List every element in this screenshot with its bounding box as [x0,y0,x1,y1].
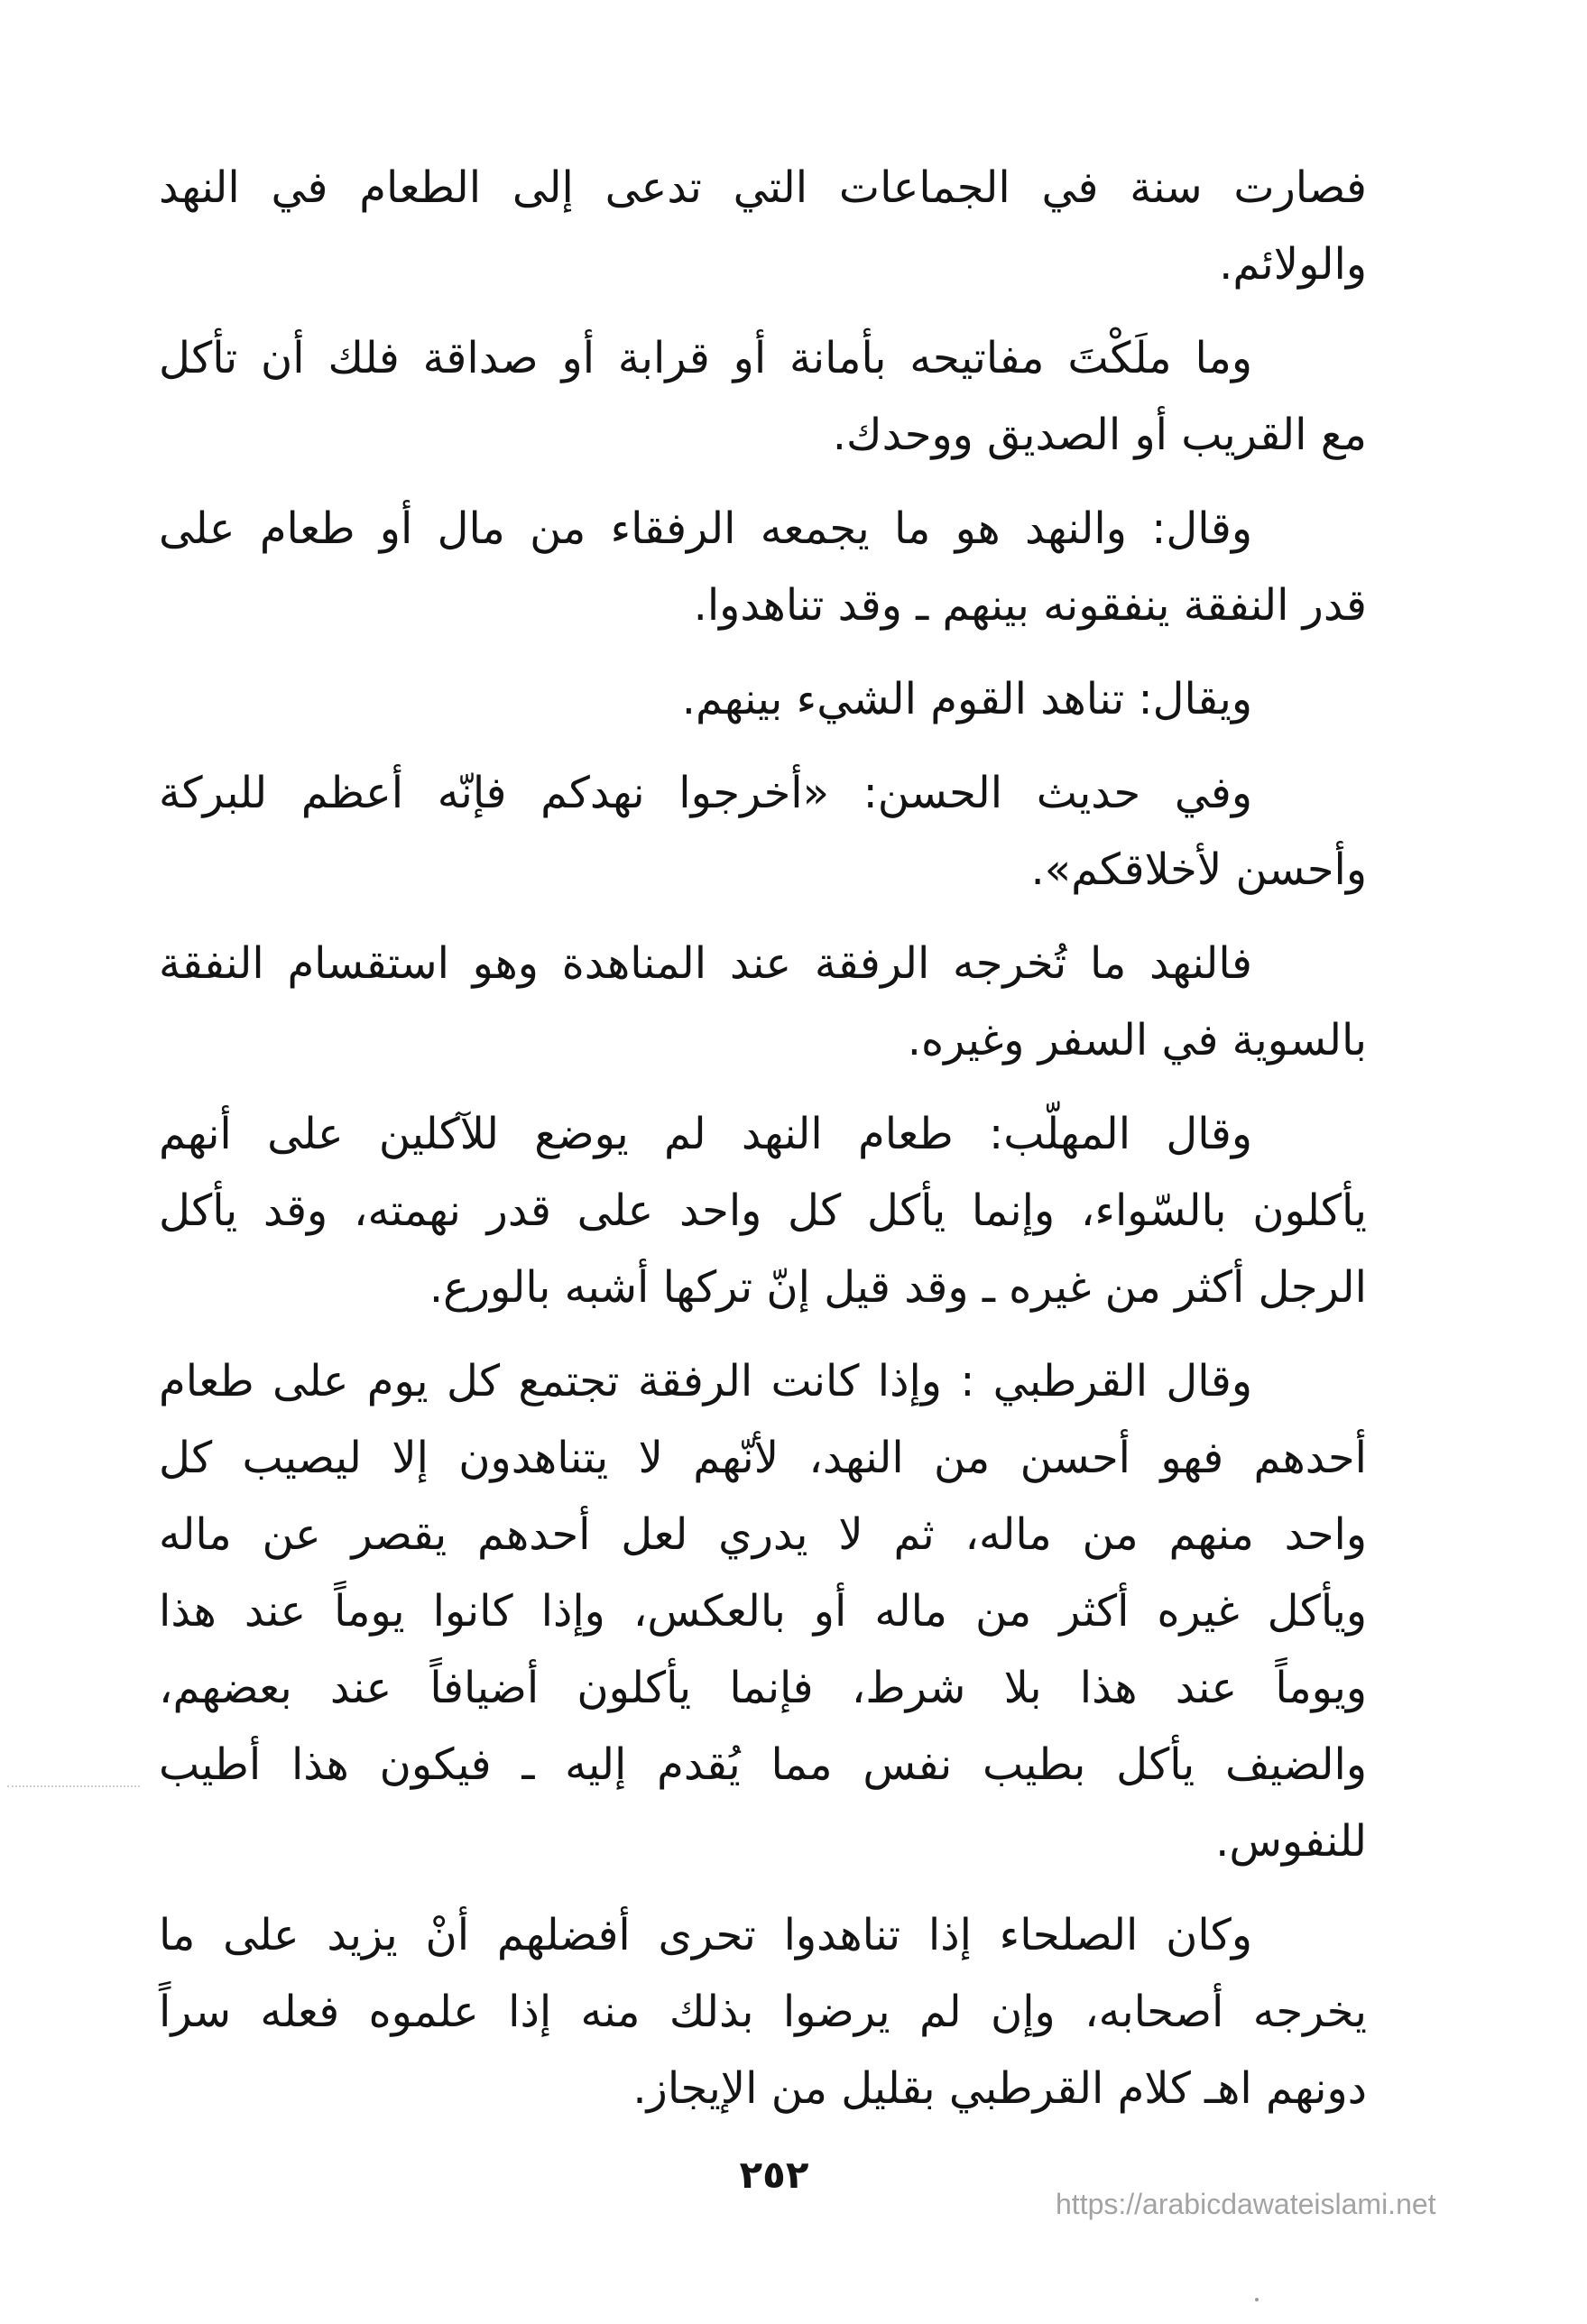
text-line-content: وكان الصلحاء إذا تناهدوا تحرى أفضلهم أنْ يزيد على ما [159,1910,1252,1960]
text-line-content: للنفوس. [1215,1816,1367,1867]
text-line [159,1727,1367,1803]
text-line-content: بالسوية في السفر وغيره. [907,1015,1367,1065]
text-line [159,1497,1367,1573]
scan-artifact-dot [1255,2298,1259,2301]
text-line [159,1173,1367,1250]
text-line [159,491,1367,567]
text-line-content: دونهم اهـ كلام القرطبي بقليل من الإيجاز. [632,2063,1367,2114]
text-line [159,1002,1367,1079]
text-line [159,1650,1367,1727]
text-line-content: وما ملَكْتَ مفاتيحه بأمانة أو قرابة أو صداقة فلك أن تأكل [159,333,1252,383]
text-line [159,832,1367,908]
paragraph [159,1343,1367,1880]
text-line [159,150,1367,226]
text-line-content: الرجل أكثر من غيره ـ وقد قيل إنّ تركها أشبه بالورع. [429,1262,1367,1313]
text-line [159,1974,1367,2051]
text-line [159,1897,1367,1974]
text-line-content: ويقال: تناهد القوم الشيء بينهم. [681,674,1252,724]
text-line [159,926,1367,1002]
text-line [159,755,1367,832]
text-line [159,1343,1367,1420]
paragraph [159,491,1367,644]
text-line [159,2051,1367,2127]
text-line [159,567,1367,644]
text-line-content: يخرجه أصحابه، وإن لم يرضوا بذلك منه إذا علموه فعله سراً [159,1987,1367,2037]
text-line [159,320,1367,397]
text-line [159,661,1367,738]
paragraph [159,1897,1367,2127]
text-line-content: وقال: والنهد هو ما يجمعه الرفقاء من مال أو طعام على [159,503,1252,554]
text-line-content: مع القريب أو الصديق ووحدك. [832,410,1367,460]
paragraph [159,755,1367,908]
text-line-content: يأكلون بالسّواء، وإنما يأكل كل واحد على قدر نهمته، وقد يأكل [159,1185,1367,1236]
paragraph [159,320,1367,474]
text-line-content: فصارت سنة في الجماعات التي تدعى إلى الطعام في النهد [159,162,1367,213]
text-line [159,1096,1367,1173]
body-text [159,150,1367,2127]
text-line-content: وفي حديث الحسن: «أخرجوا نهدكم فإنّه أعظم للبركة [159,768,1252,818]
text-line-content: أحدهم فهو أحسن من النهد، لأنّهم لا يتناهدون إلا ليصيب كل [159,1433,1367,1483]
text-line [159,1573,1367,1650]
text-line-content: قدر النفقة ينفقونه بينهم ـ وقد تناهدوا. [693,580,1367,631]
paragraph [159,926,1367,1079]
text-line-content: واحد منهم من ماله، ثم لا يدري لعل أحدهم يقصر عن ماله [159,1509,1367,1560]
text-line-content: فالنهد ما تُخرجه الرفقة عند المناهدة وهو استقسام النفقة [159,938,1252,989]
paragraph [159,150,1367,303]
text-line-content: وأحسن لأخلاقكم». [1030,844,1367,895]
paragraph [159,1096,1367,1326]
text-line [159,226,1367,303]
paragraph [159,661,1367,738]
text-line-content: والضيف يأكل بطيب نفس مما يُقدم إليه ـ فيكون هذا أطيب [159,1739,1367,1790]
text-line-content: وقال القرطبي : وإذا كانت الرفقة تجتمع كل يوم على طعام [159,1356,1252,1406]
text-line [159,397,1367,474]
text-line-content: وقال المهلّب: طعام النهد لم يوضع للآكلين على أنهم [159,1109,1252,1159]
text-line [159,1250,1367,1326]
text-line [159,1803,1367,1880]
watermark-url: https://arabicdawateislami.net [1056,2188,1436,2220]
text-line-content: والولائم. [1219,239,1367,290]
scan-artifact-line [7,1785,140,1787]
text-line-content: ويوماً عند هذا بلا شرط، فإنما يأكلون أضيافاً عند بعضهم، [159,1663,1367,1713]
text-line [159,1420,1367,1497]
text-line-content: ويأكل غيره أكثر من ماله أو بالعكس، وإذا كانوا يوماً عند هذا [159,1586,1367,1637]
page-number: ٢٥٢ [739,2153,809,2197]
